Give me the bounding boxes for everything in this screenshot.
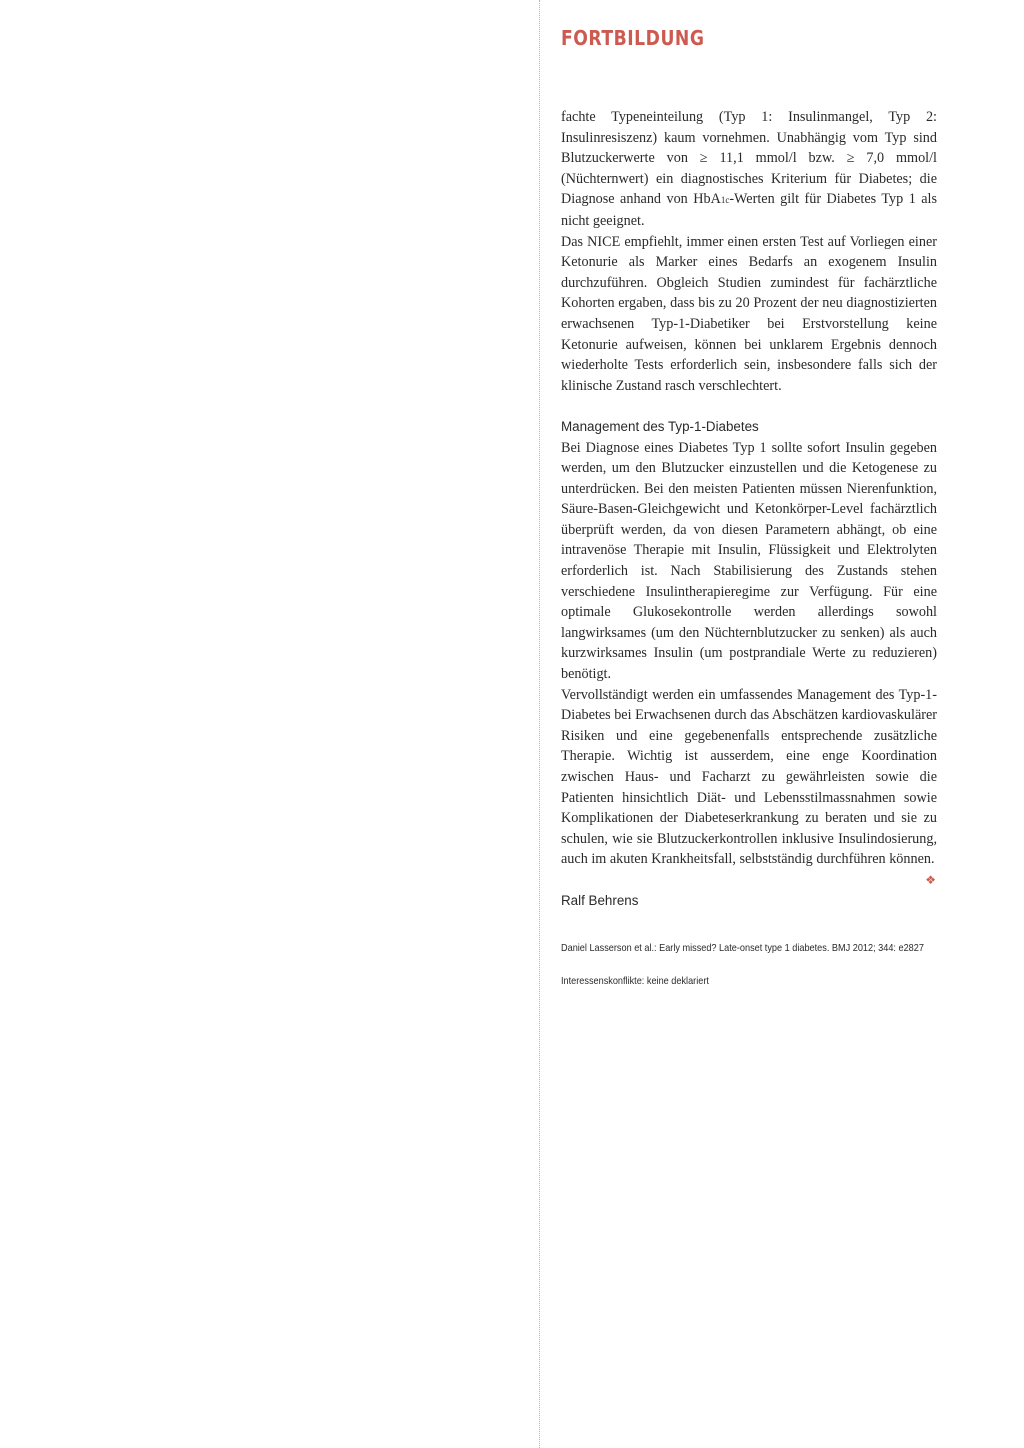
- conflict-of-interest-note: Interessenskonflikte: keine deklariert: [561, 976, 709, 988]
- paragraph-typeneinteilung: [561, 107, 937, 232]
- paragraph-management-erwachsene: [561, 685, 937, 887]
- subheading-management: Management des Typ-1-Diabetes: [561, 418, 759, 434]
- paragraph-insulintherapie: Bei Diagnose eines Diabetes Typ 1 sollte sofort Insulin gegeben werden, um den Blutzucker einzustellen und die Ketogenese zu unterdrücken. Bei den meisten Patienten müssen Nierenfunktion, Säure-Basen-Gleichgewicht und Ketonkörper-Level fachärztlich überprüft werden, da von diesen Parametern abhängt, ob eine intravenöse Therapie mit Insulin, Flüssigkeit und Elektrolyten erforderlich ist. Nach Stabilisierung des Zustands stehen verschiedene Insulintherapieregime zur Verfügung. Für eine optimale Glukosekontrolle werden allerdings sowohl langwirksames (um den Nüchternblutzucker zu senken) als auch kurzwirksames Insulin (um postprandiale Werte zu reduzieren) benötigt.: [561, 439, 937, 683]
- hba1c-subscript: 1c: [720, 195, 730, 206]
- article-column: [561, 107, 937, 989]
- paragraph-nice-ketonurie: Das NICE empfiehlt, immer einen ersten Test auf Vorliegen einer Ketonurie als Marker eines Bedarfs an exogenem Insulin durchzuführen. Obgleich Studien zumindest für fachärztliche Kohorten ergaben, dass bis zu 20 Prozent der neu diagnostizierten erwachsenen Typ-1-Diabetiker bei Erstvorstellung keine Ketonurie aufweisen, können bei unklarem Ergebnis dennoch wiederholte Tests erforderlich sein, insbesondere falls sich der klinische Zustand rasch verschlechtert.: [561, 233, 937, 394]
- column-divider: [539, 0, 540, 1448]
- paragraph-text-part: -Werten gilt für Diabetes Typ 1 als nicht geeignet.: [561, 191, 938, 229]
- author-name: Ralf Behrens: [561, 892, 639, 908]
- paragraph-text-part: fachte Typeneinteilung (Typ 1: Insulinmangel, Typ 2: Insulinresiszenz) kaum vornehmen. Unabhängig vom Typ sind Blutzuckerwerte von ≥ 11,1 mmol/l bzw. ≥ 7,0 mmol/l (Nüchternwert) ein diagnostisches Kriterium für Diabetes; die Diagnose anhand von HbA: [561, 109, 937, 208]
- paragraph-text-part: Vervollständigt werden ein umfassendes Management des Typ-1-Diabetes bei Erwachsenen durch das Abschätzen kardiovaskulärer Risiken und eine gegebenenfalls entsprechende zusätzliche Therapie. Wichtig ist ausserdem, eine enge Koordination zwischen Haus- und Facharzt zu gewährleisten sowie die Patienten hinsichtlich Diät- und Lebensstilmassnahmen sowie Komplikationen der Diabeteserkrankung zu beraten und sie zu schulen, wie sie Blutzuckerkontrollen inklusive Insulindosierung, auch im akuten Krankheitsfall, selbstständig durchführen können.: [561, 686, 937, 868]
- end-of-article-icon: ❖: [925, 872, 936, 887]
- section-header: FORTBILDUNG: [561, 26, 705, 50]
- citation: Daniel Lasserson et al.: Early missed? Late-onset type 1 diabetes. BMJ 2012; 344: e2827: [561, 943, 924, 955]
